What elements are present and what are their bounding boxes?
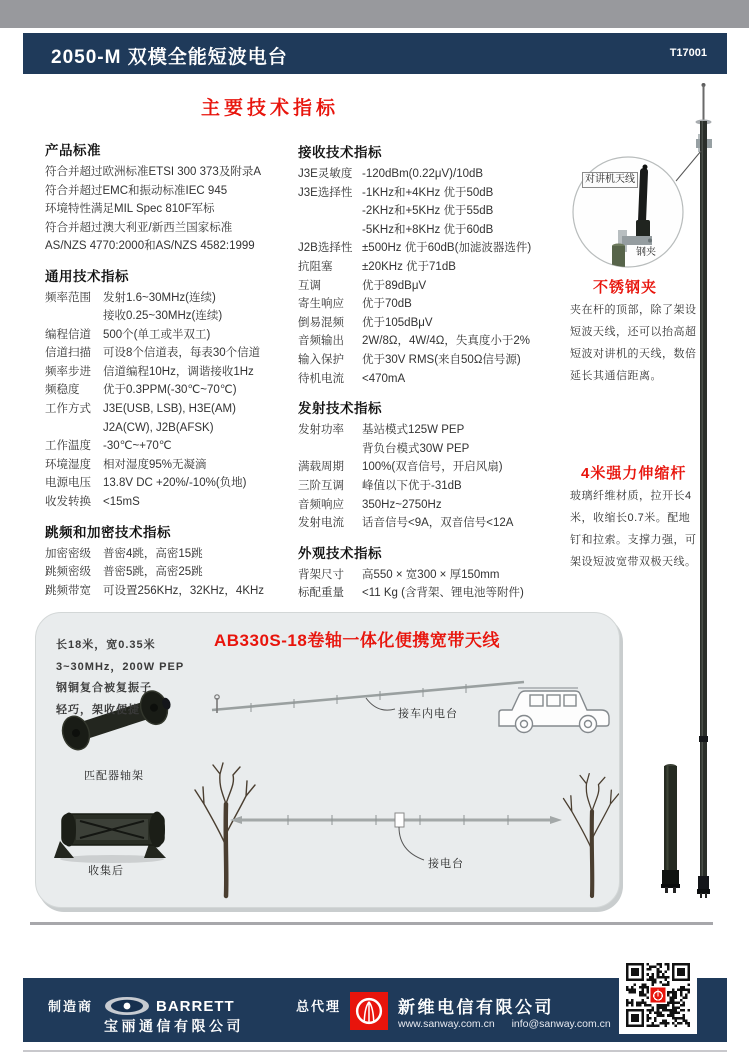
spec-value-line: ±20KHz 优于71dB xyxy=(362,260,456,273)
spec-value xyxy=(362,477,573,496)
spec-value xyxy=(362,566,573,585)
spec-value xyxy=(103,344,297,363)
standards-list xyxy=(45,163,297,256)
spec-value-line: 优于0.3PPM(-30℃~70℃) xyxy=(103,384,237,397)
section-heading: 外观技术指标 xyxy=(298,545,382,561)
spec-value-line: 2W/8Ω，4W/4Ω，失真度小于2% xyxy=(362,335,530,348)
spec-label: 三阶互调 xyxy=(298,479,344,492)
spec-value xyxy=(362,421,573,458)
spec-value xyxy=(362,584,573,603)
spec-value xyxy=(103,493,297,512)
standards-line: 符合并超过EMC和振动标准IEC 945 xyxy=(45,184,228,197)
truck-icon xyxy=(499,688,609,733)
standards-line: 符合并超过澳大利亚/新西兰国家标准 xyxy=(45,221,233,234)
spec-value-line: 100%(双音信号，开启风扇) xyxy=(362,461,503,474)
spec-table xyxy=(298,566,573,603)
spec-label: 频率步进 xyxy=(45,365,91,378)
spec-row xyxy=(45,545,297,564)
spec-row xyxy=(45,289,297,326)
agent-contacts xyxy=(398,1018,625,1030)
spec-row xyxy=(45,381,297,400)
spec-value-line: -120dBm(0.22μV)/10dB xyxy=(362,168,484,180)
spec-value-line: -2KHz和+5KHz 优于55dB xyxy=(362,205,494,218)
spec-value xyxy=(362,295,573,314)
spec-value xyxy=(103,289,297,326)
spec-value-line: <470mA xyxy=(362,372,406,385)
spec-label: 跳频带宽 xyxy=(45,584,91,597)
spec-row xyxy=(298,421,573,458)
section-transmit-specs xyxy=(298,397,573,533)
brand-name: BARRETT xyxy=(156,997,235,1015)
spec-value xyxy=(362,258,573,277)
radio-connect-label: 接电台 xyxy=(428,858,464,870)
spec-row xyxy=(45,493,297,512)
spec-value xyxy=(362,165,573,184)
spec-table xyxy=(298,165,573,388)
section-heading: 发射技术指标 xyxy=(298,401,382,417)
spec-label: 输入保护 xyxy=(298,353,344,366)
email-address: info@sanway.com.cn xyxy=(511,1018,611,1030)
barrett-brand xyxy=(104,996,235,1016)
spec-label: J3E灵敏度 xyxy=(298,168,353,180)
spec-label: 电源电压 xyxy=(45,477,91,490)
spec-label: 发射电流 xyxy=(298,517,344,530)
pole-description: 玻璃纤维材质，拉开长4米，收缩长0.7米。配地钉和拉索。支撑力强，可架设短波宽带双极天线。 xyxy=(570,490,697,568)
standards-line: 环境特性满足MIL Spec 810F军标 xyxy=(45,203,215,215)
spec-value xyxy=(103,563,297,582)
spec-row xyxy=(298,239,573,258)
spec-row xyxy=(298,295,573,314)
specs-right-column xyxy=(298,141,573,612)
pole-heading: 4米强力伸缩杆 xyxy=(581,465,687,482)
section-general-specs xyxy=(45,265,297,512)
spec-value xyxy=(362,370,573,389)
spec-value-line: 350Hz~2750Hz xyxy=(362,498,442,511)
spec-value-line: J2A(CW), J2B(AFSK) xyxy=(103,421,214,434)
spec-label: 频率范围 xyxy=(45,291,91,304)
sanway-logo xyxy=(350,992,388,1030)
agent-name: 新维电信有限公司 xyxy=(398,998,554,1017)
standards-line: 符合并超过欧洲标准ETSI 300 373及附录A xyxy=(45,166,261,178)
spec-value-line: -1KHz和+4KHz 优于50dB xyxy=(362,186,494,199)
qr-code xyxy=(619,956,697,1034)
spec-row xyxy=(45,582,297,601)
spec-label: J2B选择性 xyxy=(298,242,353,255)
tree-icon xyxy=(195,763,619,896)
manufacturer-name: 宝丽通信有限公司 xyxy=(104,1018,244,1034)
spec-value-line: <15mS xyxy=(103,496,140,509)
spec-value-line: 优于30V RMS(来自50Ω信号源) xyxy=(362,353,521,366)
feature-line: 3~30MHz，200W PEP xyxy=(56,660,185,673)
footer-divider xyxy=(30,922,713,925)
spec-row xyxy=(298,458,573,477)
spec-label: 收发转换 xyxy=(45,496,91,509)
section-product-standards xyxy=(45,139,297,256)
doc-number: T17001 xyxy=(669,47,707,59)
spec-label: 待机电流 xyxy=(298,372,344,385)
spec-label: 满载周期 xyxy=(298,461,344,474)
spec-value xyxy=(362,514,573,533)
walkie-antenna-label: 对讲机天线 xyxy=(582,172,638,188)
spec-value-line: 相对湿度95%无凝滴 xyxy=(103,458,207,471)
collapsed-reel-icon xyxy=(54,812,166,864)
spec-row xyxy=(45,563,297,582)
spec-value xyxy=(362,277,573,296)
spec-value xyxy=(103,474,297,493)
spec-value-line: 优于105dBμV xyxy=(362,316,433,329)
section-heading: 接收技术指标 xyxy=(298,145,382,160)
antenna-box-title: AB330S-18卷轴一体化便携宽带天线 xyxy=(214,631,500,650)
spec-row xyxy=(298,514,573,533)
spec-value-line: 背负台模式30W PEP xyxy=(362,442,470,455)
spec-row xyxy=(298,370,573,389)
spec-value xyxy=(103,381,297,400)
spec-value xyxy=(362,239,573,258)
feature-line: 轻巧，架收便捷 xyxy=(56,703,140,716)
barrett-logo xyxy=(104,996,150,1016)
spec-label: 发射功率 xyxy=(298,424,344,437)
spec-value xyxy=(103,363,297,382)
spec-value-line: 可设置256KHz，32KHz，4KHz xyxy=(103,584,265,597)
antenna-features xyxy=(56,635,184,721)
spec-value-line: 峰值以下优于-31dB xyxy=(362,479,462,492)
spec-row xyxy=(298,496,573,515)
spec-value-line: ±500Hz 优于60dB(加滤波器选件) xyxy=(362,242,532,255)
spec-value xyxy=(103,326,297,345)
antenna-showcase-box xyxy=(35,612,620,908)
spec-row xyxy=(45,437,297,456)
vehicle-radio-label: 接车内电台 xyxy=(398,708,458,720)
section-appearance-specs xyxy=(298,542,573,603)
agent-label: 总代理 xyxy=(296,999,342,1014)
spec-value xyxy=(362,351,573,370)
spec-row xyxy=(45,400,297,437)
spec-row xyxy=(45,474,297,493)
spec-value xyxy=(362,314,573,333)
feature-line: 长18米，宽0.35米 xyxy=(56,639,156,651)
spec-row xyxy=(298,258,573,277)
spec-value-line: 发射1.6~30MHz(连续) xyxy=(103,291,216,304)
spec-row xyxy=(298,477,573,496)
spec-label: 寄生响应 xyxy=(298,298,344,311)
page-bottom-edge xyxy=(23,1050,727,1052)
spec-label: 标配重量 xyxy=(298,587,344,600)
spec-label: 互调 xyxy=(298,279,321,292)
spec-value xyxy=(103,545,297,564)
spec-value-line: 接收0.25~30MHz(连续) xyxy=(103,310,223,323)
spec-row xyxy=(298,314,573,333)
specs-left-column xyxy=(45,139,297,609)
spec-label: 环境湿度 xyxy=(45,458,91,471)
spec-table xyxy=(45,545,297,601)
spec-value xyxy=(362,458,573,477)
spec-value-line: 13.8V DC +20%/-10%(负地) xyxy=(103,477,247,490)
spec-value xyxy=(103,437,297,456)
spec-value-line: -30℃~+70℃ xyxy=(103,440,172,453)
page-top-band xyxy=(0,0,749,28)
spec-value-line: 话音信号<9A，双音信号<12A xyxy=(362,517,514,530)
spec-value xyxy=(362,184,573,240)
section-heading: 跳频和加密技术指标 xyxy=(45,524,171,540)
spec-row xyxy=(298,351,573,370)
spec-value-line: 高550 × 宽300 × 厚150mm xyxy=(362,568,500,581)
spec-label: 音频响应 xyxy=(298,498,344,511)
spec-label: 倒易混频 xyxy=(298,316,344,329)
spec-label: 频稳度 xyxy=(45,384,80,397)
spec-value xyxy=(362,496,573,515)
spec-value xyxy=(103,456,297,475)
spec-label: J3E选择性 xyxy=(298,186,353,199)
main-title: 主要技术指标 xyxy=(200,98,339,119)
spec-label: 背架尺寸 xyxy=(298,568,344,581)
product-title: 2050-M 双模全能短波电台 xyxy=(51,47,288,68)
spec-value-line: 500个(单工或半双工) xyxy=(103,328,211,341)
spec-row xyxy=(298,184,573,240)
spec-value-line: 基站模式125W PEP xyxy=(362,424,465,437)
spec-table xyxy=(45,289,297,512)
spec-value-line: 可设8个信道表，每表30个信道 xyxy=(103,347,261,360)
feature-line: 钢铜复合被复振子 xyxy=(56,682,152,694)
collected-label: 收集后 xyxy=(88,865,124,877)
section-hopping-specs xyxy=(45,521,297,601)
spec-row xyxy=(298,584,573,603)
standards-line: AS/NZS 4770:2000和AS/NZS 4582:1999 xyxy=(45,240,255,252)
spec-value-line: 优于70dB xyxy=(362,298,412,311)
spec-row xyxy=(298,332,573,351)
spec-value xyxy=(103,400,297,437)
spec-label: 抗阻塞 xyxy=(298,260,333,273)
spec-row xyxy=(45,344,297,363)
section-receive-specs xyxy=(298,141,573,388)
spec-label: 音频输出 xyxy=(298,335,344,348)
clamp-description: 夹在杆的顶部，除了架设短波天线，还可以抬高超短波对讲机的天线，数倍延长其通信距离。 xyxy=(570,304,697,382)
spec-label: 信道扫描 xyxy=(45,347,91,360)
spec-value-line: J3E(USB, LSB), H3E(AM) xyxy=(103,403,236,416)
spec-value-line: <11 Kg (含背架、锂电池等附件) xyxy=(362,587,524,600)
spec-value-line: -5KHz和+8KHz 优于60dB xyxy=(362,223,494,236)
spec-label: 编程信道 xyxy=(45,328,91,341)
spec-row xyxy=(45,456,297,475)
spec-value xyxy=(103,582,297,601)
spec-row xyxy=(298,165,573,184)
spec-value-line: 普密5跳，高密25跳 xyxy=(103,566,203,579)
steel-clamp-label: 钢夹 xyxy=(636,247,656,258)
spec-row xyxy=(298,277,573,296)
spec-label: 跳频密级 xyxy=(45,566,91,579)
spec-table xyxy=(298,421,573,533)
spec-value-line: 信道编程10Hz，调谐接收1Hz xyxy=(103,365,254,378)
spec-value-line: 普密4跳，高密15跳 xyxy=(103,547,203,560)
spec-value xyxy=(362,332,573,351)
spec-label: 工作方式 xyxy=(45,403,91,416)
spec-row xyxy=(298,566,573,585)
spec-label: 加密密级 xyxy=(45,547,91,560)
website-url: www.sanway.com.cn xyxy=(398,1018,495,1030)
spec-row xyxy=(45,326,297,345)
spec-value-line: 优于89dBμV xyxy=(362,279,427,292)
section-heading: 产品标准 xyxy=(45,143,101,158)
spec-label: 工作温度 xyxy=(45,440,91,453)
matcher-reel-label: 匹配器轴架 xyxy=(84,770,144,782)
spec-row xyxy=(45,363,297,382)
clamp-heading: 不锈钢夹 xyxy=(593,279,658,296)
section-heading: 通用技术指标 xyxy=(45,268,129,284)
manufacturer-label: 制造商 xyxy=(48,999,94,1014)
header-bar xyxy=(23,33,727,74)
